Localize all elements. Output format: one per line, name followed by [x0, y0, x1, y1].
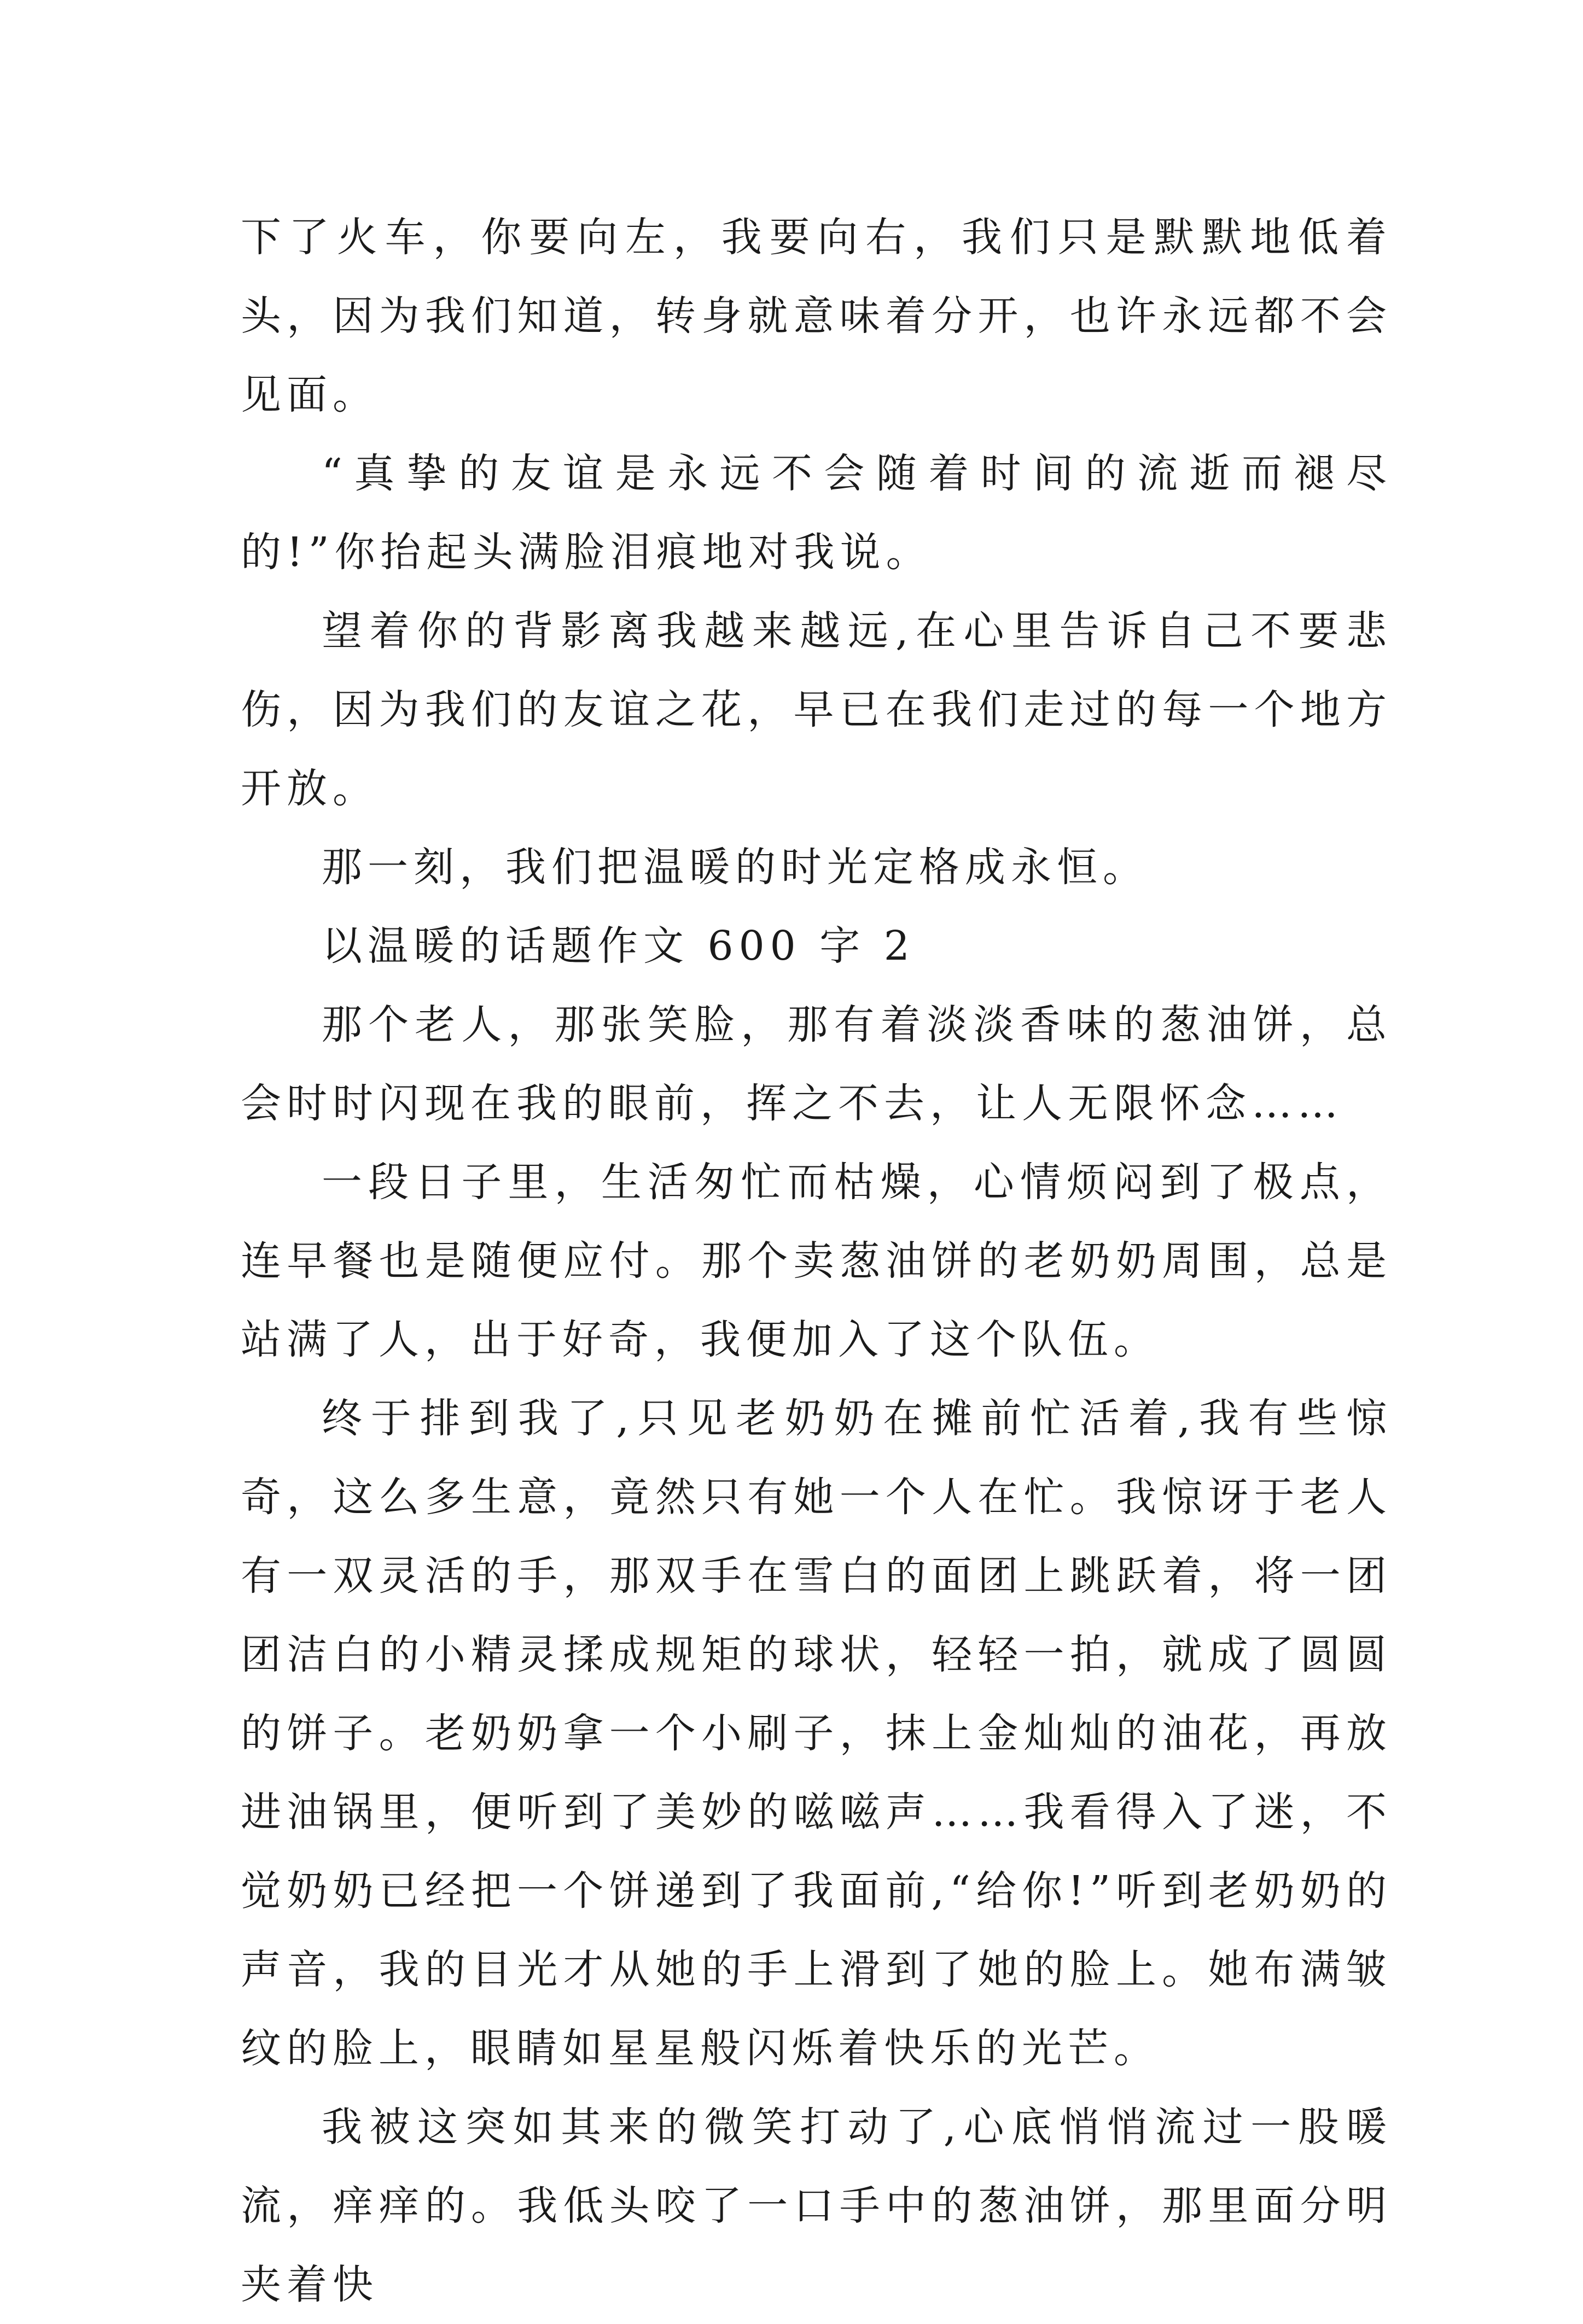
paragraph-2: “真挚的友谊是永远不会随着时间的流逝而褪尽的!”你抬起头满脸泪痕地对我说。: [241, 450, 1392, 576]
section-heading: 以温暖的话题作文 600 字 2: [322, 922, 915, 970]
paragraph-8: 终于排到我了,只见老奶奶在摊前忙活着,我有些惊奇，这么多生意，竟然只有她一个人在忙。我惊讶于老人有一双灵活的手，那双手在雪白的面团上跳跃着，将一团团洁白的小精灵揉成规矩的球状，轻轻一拍，就成了圆圆的饼子。老奶奶拿一个小刷子，抹上金灿灿的油花，再放进油锅里，便听到了美妙的嗞嗞声……我看得入了迷，不觉奶奶已经把一个饼递到了我面前,“给你!”听到老奶奶的声音，我的目光才从她的手上滑到了她的脸上。她布满皱纹的脸上，眼睛如星星般闪烁着快乐的光芒。: [241, 1395, 1392, 2072]
paragraph-3: 望着你的背影离我越来越远,在心里告诉自己不要悲伤，因为我们的友谊之花，早已在我们走过的每一个地方开放。: [241, 608, 1392, 812]
document-body: [241, 198, 1392, 2324]
paragraph-7: 一段日子里，生活匆忙而枯燥，心情烦闷到了极点，连早餐也是随便应付。那个卖葱油饼的老奶奶周围，总是站满了人，出于好奇，我便加入了这个队伍。: [241, 1159, 1392, 1363]
paragraph-9: 我被这突如其来的微笑打动了,心底悄悄流过一股暖流，痒痒的。我低头咬了一口手中的葱油饼，那里面分明夹着快: [241, 2104, 1392, 2308]
paragraph-1: 下了火车，你要向左，我要向右，我们只是默默地低着头，因为我们知道，转身就意味着分开，也许永远都不会见面。: [241, 214, 1392, 418]
paragraph-6: 那个老人，那张笑脸，那有着淡淡香味的葱油饼，总会时时闪现在我的眼前，挥之不去，让人无限怀念……: [241, 1001, 1392, 1127]
paragraph-4: 那一刻，我们把温暖的时光定格成永恒。: [322, 844, 1149, 891]
